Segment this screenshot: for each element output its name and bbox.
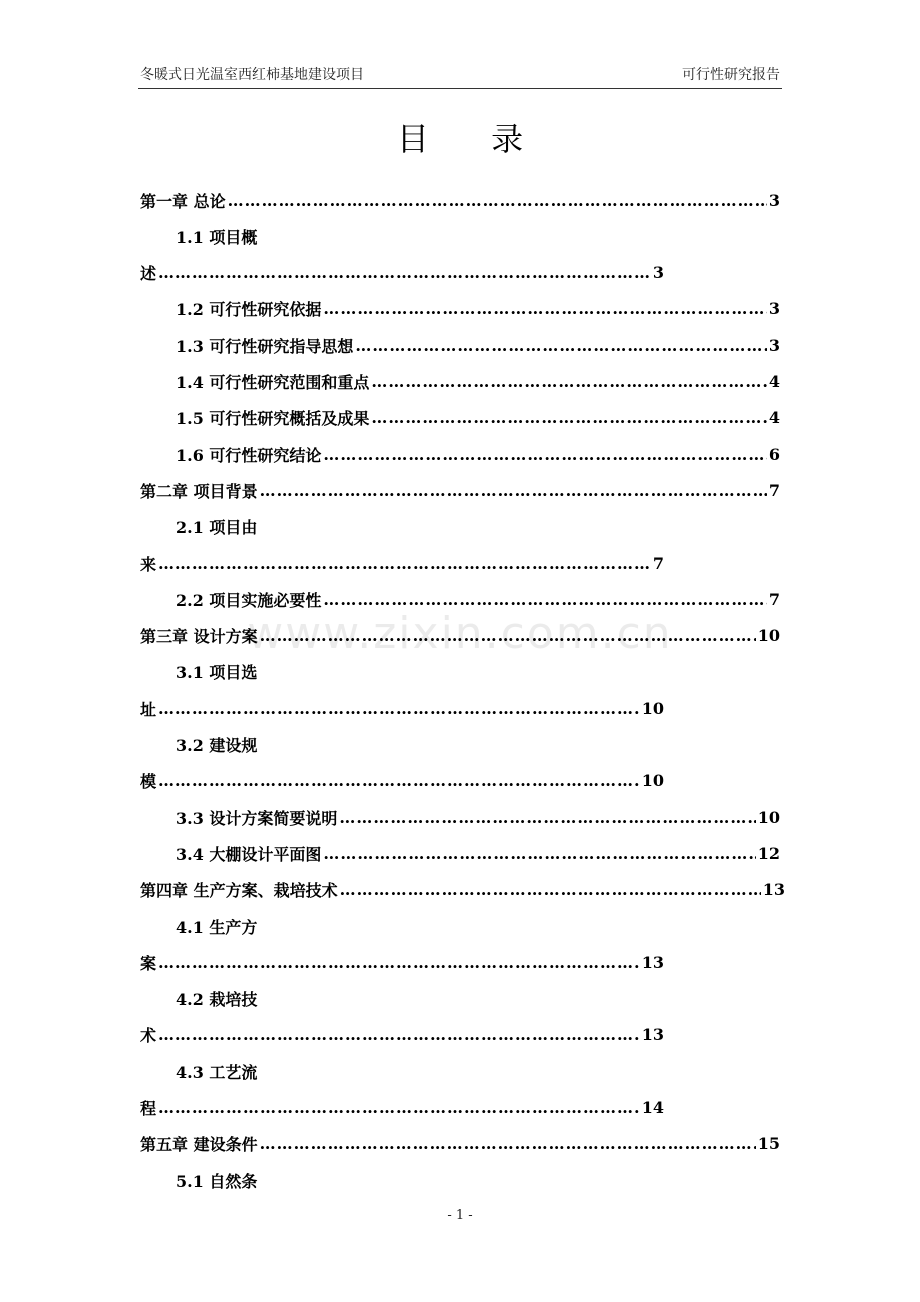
toc-page-number: 13: [641, 1025, 664, 1045]
toc-leader-dots: [260, 626, 756, 645]
watermark: www.zixin.com.cn: [247, 608, 673, 659]
toc-page-number: 15: [757, 1134, 780, 1154]
toc-leader-dots: [323, 590, 766, 609]
toc-entry-label: 4.2 栽培技: [176, 990, 258, 1010]
toc-page-number: 13: [762, 880, 785, 900]
toc-page-number: 3: [652, 263, 664, 283]
toc-page-number: 7: [652, 553, 664, 573]
toc-leader-dots: [158, 953, 640, 972]
toc-leader-dots: [158, 263, 651, 282]
toc-entry[interactable]: [176, 581, 780, 617]
toc-entry[interactable]: [176, 327, 780, 363]
toc-entry-label: 第二章 项目背景: [140, 481, 258, 501]
toc-page-number: 4: [768, 372, 780, 391]
toc-entry-label: 述: [140, 264, 157, 284]
toc-entry[interactable]: [176, 981, 780, 1017]
toc-entry[interactable]: [140, 1017, 664, 1053]
toc-entry[interactable]: [140, 1090, 664, 1126]
toc-page-number: 10: [641, 771, 664, 791]
toc-entry[interactable]: [140, 472, 780, 508]
toc-entry[interactable]: [140, 545, 664, 581]
toc-page-number: 7: [768, 589, 780, 609]
toc-entry-label: 4.1 生产方: [176, 917, 258, 937]
toc-entry-label: 案: [140, 953, 157, 973]
toc-entry[interactable]: [140, 255, 664, 291]
toc-entry[interactable]: [176, 1162, 780, 1198]
toc-entry-label: 1.1 项目概: [176, 227, 258, 247]
toc-entry-label: 1.6 可行性研究结论: [176, 445, 322, 465]
toc-entry-label: 程: [140, 1099, 157, 1118]
toc-leader-dots: [323, 299, 766, 318]
toc-entry-label: 5.1 自然条: [176, 1171, 258, 1191]
page-header-right: 可行性研究报告: [682, 67, 780, 83]
toc-page-number: 4: [768, 408, 780, 428]
toc-entry[interactable]: [176, 400, 780, 436]
toc-leader-dots: [323, 844, 755, 863]
toc-entry[interactable]: [176, 436, 780, 472]
toc-page-number: 3: [768, 190, 780, 210]
toc-entry-label: 第五章 建设条件: [140, 1135, 258, 1155]
toc-leader-dots: [340, 880, 761, 899]
toc-leader-dots: [158, 771, 640, 790]
page-header-left: 冬暖式日光温室西红柿基地建设项目: [140, 67, 364, 83]
toc-entry-label: 1.5 可行性研究概括及成果: [176, 409, 370, 429]
toc-leader-dots: [158, 1098, 640, 1117]
toc-leader-dots: [323, 445, 766, 464]
toc-entry-label: 1.4 可行性研究范围和重点: [176, 373, 370, 392]
toc-entry-label: 术: [140, 1026, 157, 1046]
toc-entry-label: 模: [140, 772, 157, 792]
toc-entry[interactable]: [140, 872, 785, 908]
toc-entry-label: 3.3 设计方案简要说明: [176, 808, 338, 828]
header-rule: [138, 88, 782, 89]
toc-entry-label: 2.2 项目实施必要性: [176, 590, 322, 610]
toc-entry-label: 3.4 大棚设计平面图: [176, 844, 322, 864]
toc-entry[interactable]: [176, 654, 780, 690]
toc-entry[interactable]: [176, 908, 780, 944]
toc-entry-label: 第四章 生产方案、栽培技术: [140, 881, 338, 901]
toc-page-number: 13: [641, 952, 664, 972]
toc-entry-label: 2.1 项目由: [176, 518, 258, 538]
page-footer-number: - 1 -: [447, 1208, 473, 1223]
toc-leader-dots: [158, 554, 651, 573]
toc-entry[interactable]: [176, 835, 780, 871]
toc-leader-dots: [371, 408, 766, 427]
page-title: 目 录: [396, 120, 550, 158]
toc-leader-dots: [371, 372, 766, 391]
toc-entry-label: 1.3 可行性研究指导思想: [176, 336, 354, 356]
toc-leader-dots: [339, 808, 755, 827]
toc-entry[interactable]: [140, 1126, 780, 1162]
toc-page-number: 6: [768, 444, 780, 464]
toc-entry[interactable]: [176, 727, 780, 763]
toc-entry-label: 4.3 工艺流: [176, 1062, 258, 1082]
toc-entry[interactable]: [140, 182, 780, 218]
toc-page-number: 3: [768, 335, 780, 355]
toc-entry-label: 来: [140, 554, 157, 574]
toc-page-number: 14: [641, 1098, 664, 1117]
toc-leader-dots: [260, 1134, 756, 1153]
toc-entry[interactable]: [140, 944, 664, 980]
toc-leader-dots: [355, 336, 766, 355]
toc-entry[interactable]: [176, 218, 780, 254]
toc-entry-label: 3.1 项目选: [176, 663, 258, 683]
toc-entry[interactable]: [140, 763, 664, 799]
toc-entry[interactable]: [176, 364, 780, 400]
toc-page-number: 7: [768, 480, 780, 500]
toc-page-number: 10: [757, 626, 780, 646]
toc-entry-label: 3.2 建设规: [176, 736, 258, 755]
toc-entry[interactable]: [176, 1053, 780, 1089]
toc-entry-label: 1.2 可行性研究依据: [176, 300, 322, 320]
toc-entry[interactable]: [176, 291, 780, 327]
toc-entry[interactable]: [176, 509, 780, 545]
toc-leader-dots: [158, 1025, 640, 1044]
toc-entry[interactable]: [140, 690, 664, 726]
toc-page-number: 10: [641, 698, 664, 718]
toc-entry-label: 址: [140, 699, 157, 719]
toc-entry[interactable]: [140, 618, 780, 654]
toc-entry-label: 第一章 总论: [140, 191, 226, 211]
toc-page-number: 3: [768, 299, 780, 319]
toc-leader-dots: [228, 191, 767, 210]
toc-entry-label: 第三章 设计方案: [140, 627, 258, 647]
toc-entry[interactable]: [176, 799, 780, 835]
toc-leader-dots: [158, 699, 640, 718]
toc-page-number: 10: [757, 807, 780, 827]
toc-leader-dots: [260, 481, 767, 500]
toc-page-number: 12: [757, 843, 780, 863]
